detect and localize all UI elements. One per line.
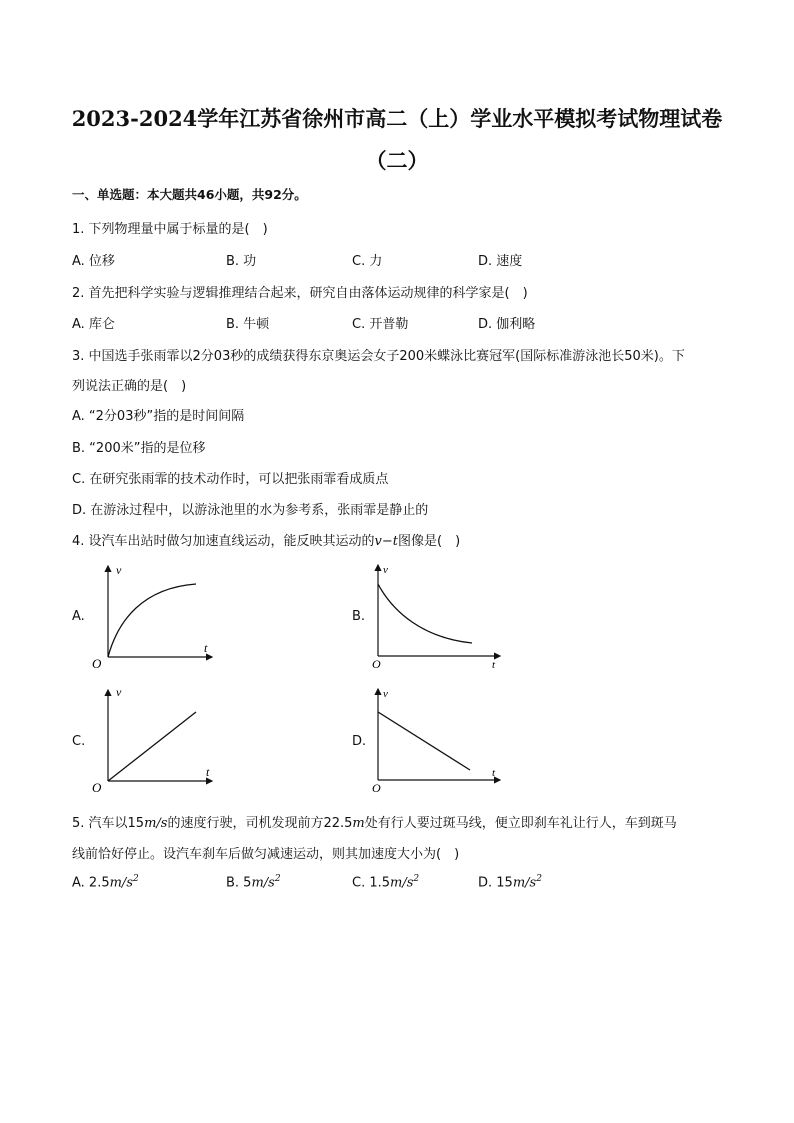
v-axis-label: v	[116, 685, 122, 699]
q5-d-unit: m/s	[512, 875, 537, 891]
q5-b-value: B. 5	[226, 875, 252, 891]
q5-c-unit: m/s	[390, 875, 414, 891]
origin-label: O	[372, 657, 381, 670]
q4-option-d-label: D.	[352, 734, 367, 749]
line-increasing-from-origin	[108, 712, 196, 781]
q3-option-c: C. 在研究张雨霏的技术动作时，可以把张雨霏看成质点	[72, 472, 389, 487]
q4-graph-b	[368, 560, 508, 670]
question-1-stem: 1. 下列物理量中属于标量的是( )	[72, 222, 268, 237]
t-axis-label: t	[204, 641, 208, 655]
question-3-stem-line1: 3. 中国选手张雨霏以2分03秒的成绩获得东京奥运会女子200米蝶泳比赛冠军(国际标准游泳池长50米)。下	[72, 349, 685, 364]
q5-a-value: A. 2.5	[72, 875, 110, 891]
t-axis-label: t	[492, 659, 496, 670]
q5-a-sup: 2	[133, 874, 139, 884]
q2-option-a: A. 库仑	[72, 317, 115, 332]
q5-b-sup: 2	[274, 874, 281, 884]
q1-option-c: C. 力	[352, 254, 383, 269]
q5-stem-part3: 处有行人要过斑马线，便立即刹车礼让行人，车到斑马	[364, 816, 677, 831]
q4-option-b-label: B.	[352, 609, 366, 624]
q5-c-sup: 2	[413, 874, 420, 884]
exam-title: 2023-2024学年江苏省徐州市高二（上）学业水平模拟考试物理试卷	[71, 106, 723, 131]
q2-option-c: C. 开普勒	[352, 317, 409, 332]
question-5-stem-line1	[72, 812, 677, 831]
q5-stem-part1: 5. 汽车以15	[72, 816, 145, 831]
section-heading: 一、单选题：本大题共46小题，共92分。	[72, 187, 307, 202]
v-axis-label: v	[383, 564, 388, 576]
exam-subtitle: （二）	[365, 148, 429, 173]
q4-graph-a	[88, 560, 218, 670]
origin-label: O	[92, 780, 102, 794]
q5-stem-part2: 的速度行驶，司机发现前方22.5	[167, 816, 353, 831]
q5-option-b	[226, 874, 281, 890]
q5-b-unit: m/s	[251, 875, 275, 891]
q5-a-unit: m/s	[109, 875, 133, 891]
q4-option-a-label: A.	[72, 609, 85, 624]
q4-graph-c	[88, 684, 218, 794]
q4-stem-text: 4. 设汽车出站时做匀加速直线运动，能反映其运动的	[72, 534, 375, 549]
q5-stem-unit2: m	[352, 816, 365, 831]
q3-option-d: D. 在游泳过程中，以游泳池里的水为参考系，张雨霏是静止的	[72, 503, 429, 518]
q3-option-a: A. “2分03秒”指的是时间间隔	[72, 409, 245, 424]
question-5-stem-line2: 线前恰好停止。设汽车刹车后做匀减速运动，则其加速度大小为( )	[72, 847, 460, 862]
q1-option-b: B. 功	[226, 254, 257, 269]
question-4-stem	[72, 530, 460, 549]
v-axis-label: v	[383, 688, 388, 700]
q5-d-sup: 2	[536, 874, 542, 884]
curve-concave-increasing	[108, 584, 196, 657]
curve-convex-decreasing	[378, 584, 472, 643]
q1-option-a: A. 位移	[72, 254, 115, 269]
q5-stem-unit1: m/s	[144, 816, 168, 831]
q5-c-value: C. 1.5	[352, 875, 391, 891]
q4-stem-vt: v−t	[374, 534, 399, 549]
origin-label: O	[92, 656, 102, 670]
q5-d-value: D. 15	[478, 875, 513, 891]
question-3-stem-line2: 列说法正确的是( )	[72, 379, 187, 394]
origin-label: O	[372, 781, 381, 794]
q3-option-b: B. “200米”指的是位移	[72, 441, 206, 456]
t-axis-label: t	[206, 765, 210, 779]
q2-option-d: D. 伽利略	[478, 317, 536, 332]
q5-option-d	[478, 874, 542, 890]
question-2-stem: 2. 首先把科学实验与逻辑推理结合起来，研究自由落体运动规律的科学家是( )	[72, 286, 528, 301]
q4-option-c-label: C.	[72, 734, 86, 749]
q5-option-a	[72, 874, 139, 890]
q5-option-c	[352, 874, 419, 890]
t-axis-label: t	[492, 767, 496, 779]
q4-stem-tail: 图像是( )	[398, 534, 461, 549]
q1-option-d: D. 速度	[478, 254, 523, 269]
line-decreasing	[378, 712, 470, 770]
q4-graph-d	[368, 684, 508, 794]
v-axis-label: v	[116, 563, 122, 577]
q2-option-b: B. 牛顿	[226, 317, 270, 332]
